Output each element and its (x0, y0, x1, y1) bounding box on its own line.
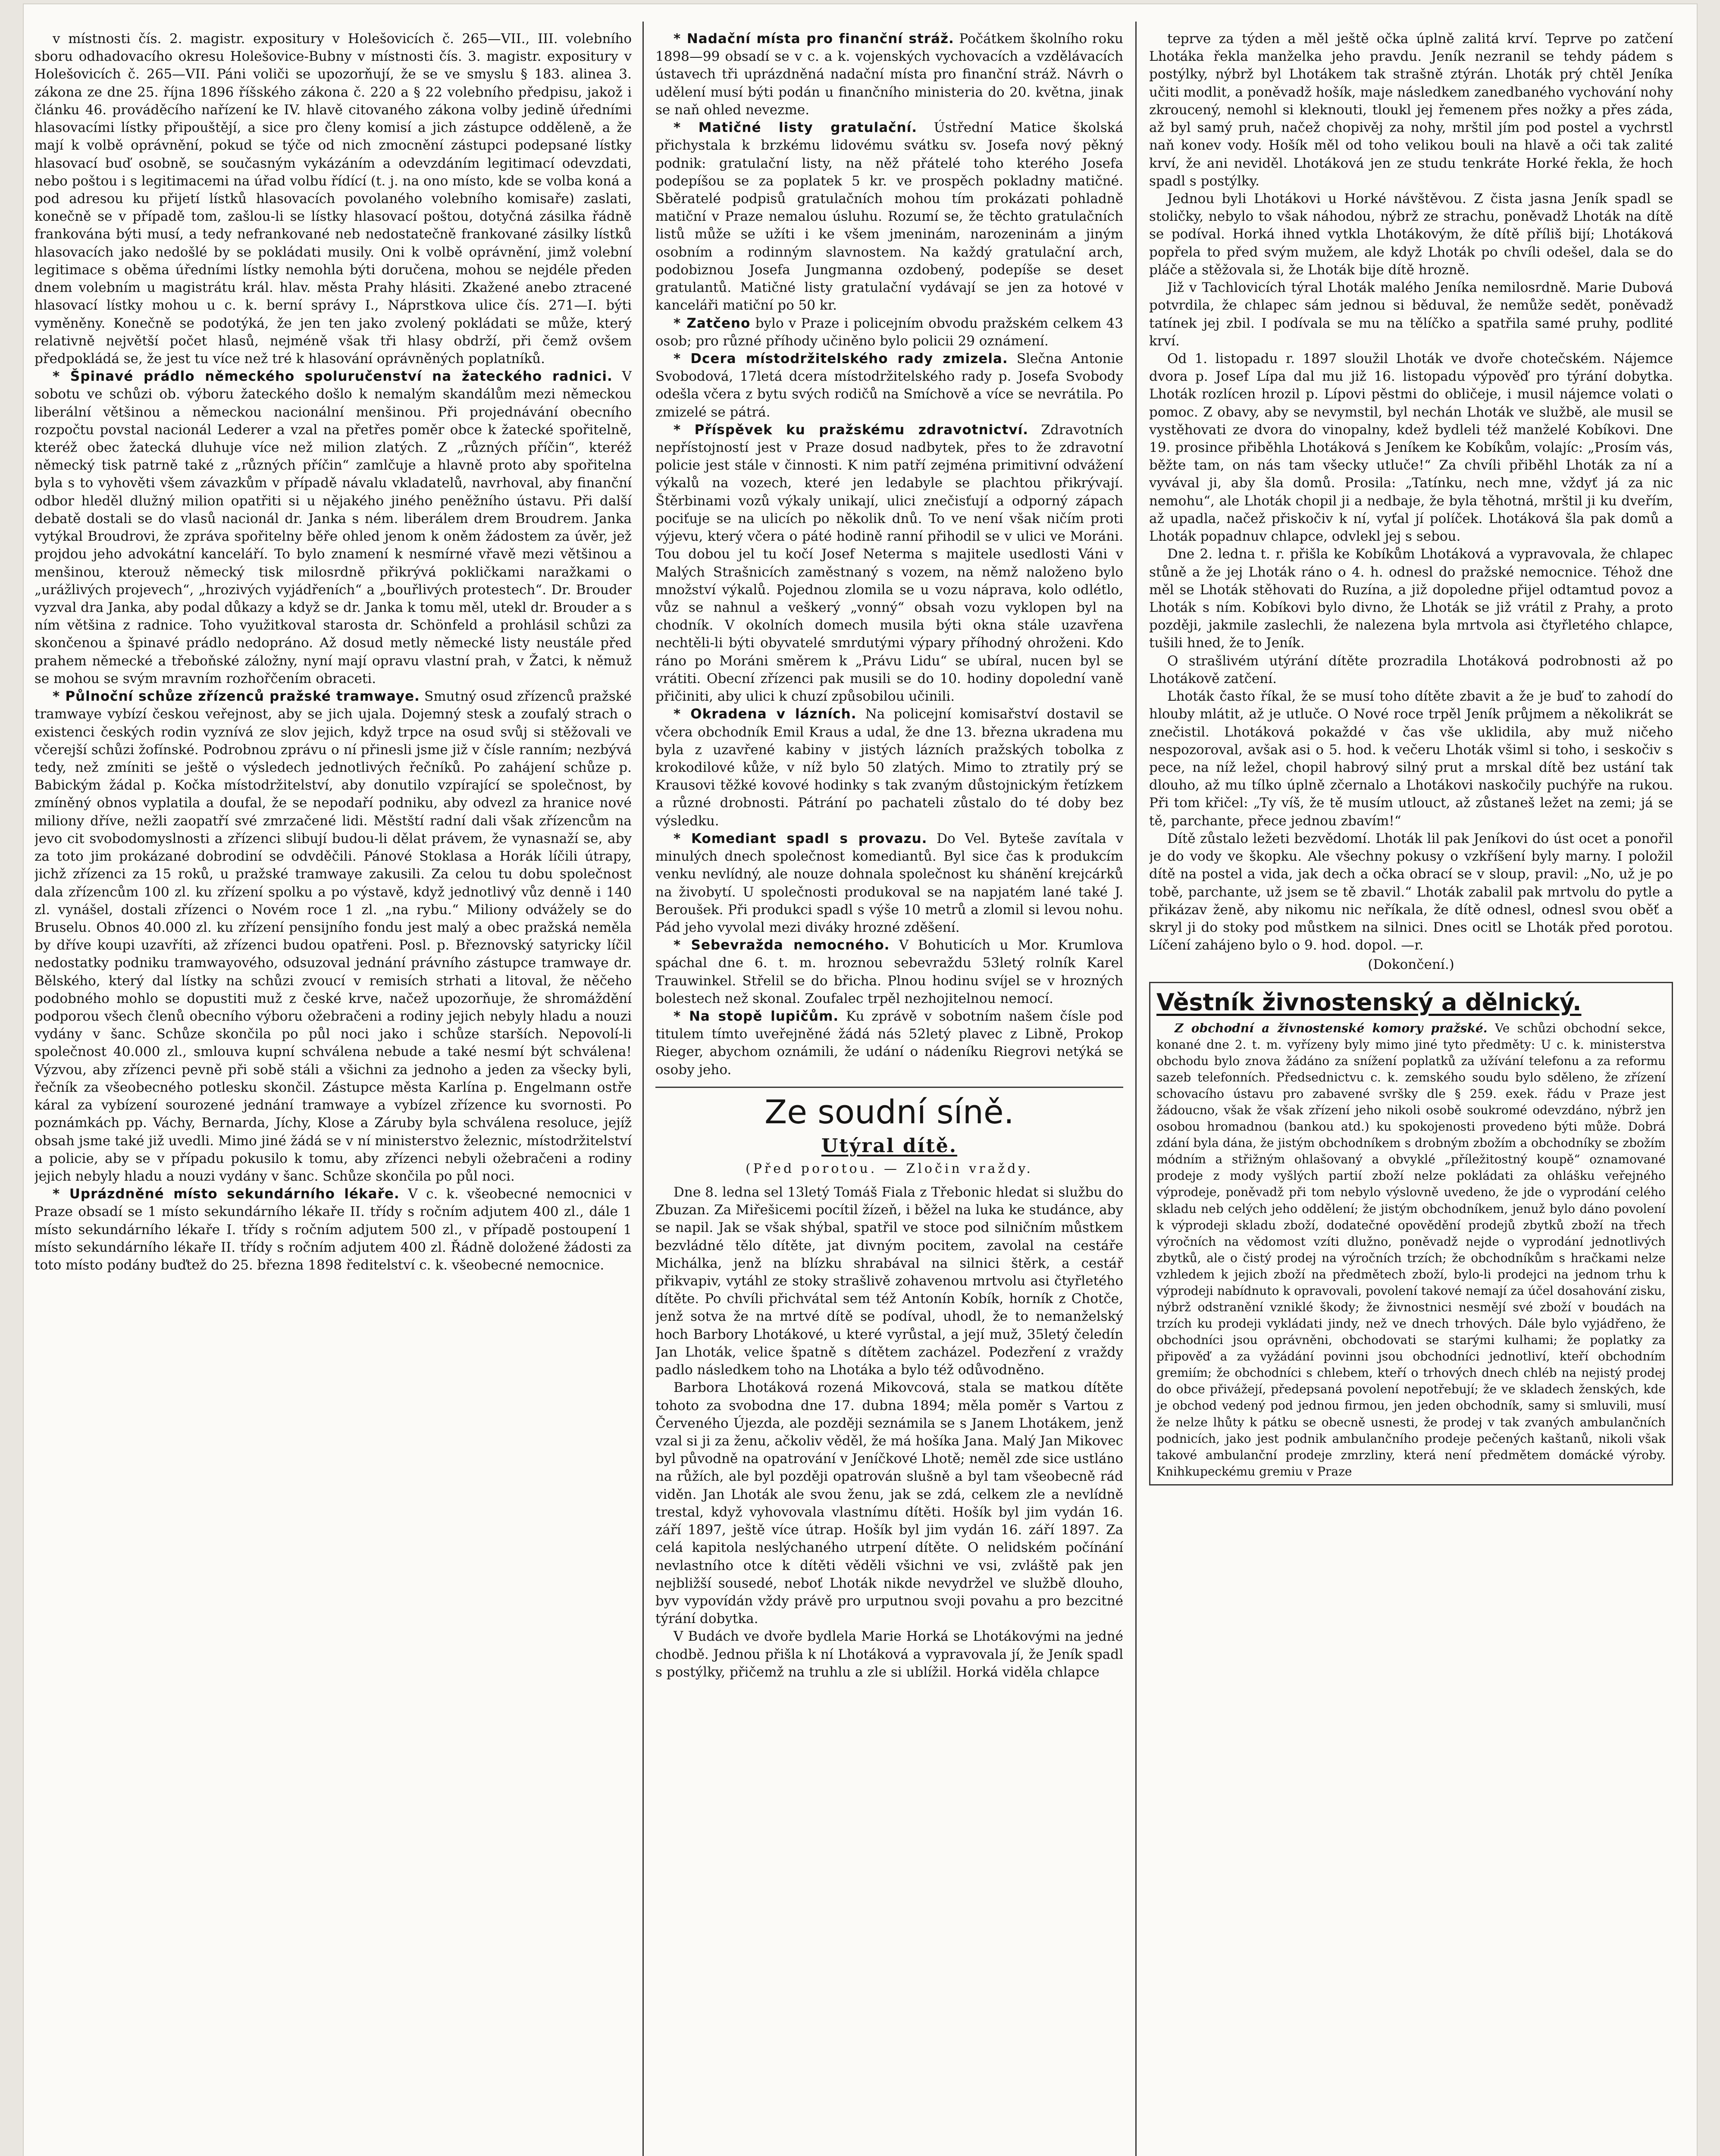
court-article-title: Utýral dítě. (821, 1134, 958, 1157)
article-heading: * Uprázdněné místo sekundárního lékaře. (53, 1186, 400, 1202)
article-heading: * Na stopě lupičům. (674, 1009, 839, 1024)
court-paragraph: V Budách ve dvoře bydlela Marie Horká se Lhotákovými na jedné chodbě. Jednou přišla k ní Lhotáková a vypravovala jí, že Jeník spadl s postýlky, přičemž na truhlu a zle si ublížil. Horká viděla chlapce (655, 1629, 1123, 1680)
article-heading: * Matičné listy gratulační. (674, 120, 917, 135)
article (655, 350, 1123, 421)
court-article-tag: (Před porotou. — Zločin vraždy. (746, 1161, 1033, 1177)
court-continuation: Od 1. listopadu r. 1897 sloužil Lhoták ve dvoře chotečském. Nájemce dvora p. Josef Lípa dal mu již 16. listopadu výpověď pro týrání dobytka. Lhoták rozlícen hrozil p. Lípovi pěstmi do obličeje, i musil nájemce volati o pomoc. Z obavy, aby se nevymstil, byl nechán Lhoták ve službě, ale musil se vystěhovati ze dvora do vinopalny, kdež bydleli též manželé Kobíkovi. Dne 19. prosince přiběhla Lhotáková s Jeníkem ke Kobíkům, volajíc: „Prosím vás, běžte tam, on nás tam všecky utluče!“ Za chvíli přiběhl Lhoták za ní a vyvával ji, aby šla domů. Prosila: „Tatínku, nech mne, vždyť já za nic nemohu“, ale Lhoták chopil ji a nedbaje, že byla těhotná, mrštil ji ku dveřím, až upadla, načež přiskočiv k ní, vyťal jí políček. Lhotáková šla pak domů a Lhoták popadnuv chlapce, odvlekl jej s sebou. (1149, 351, 1673, 545)
article-heading: * Špinavé prádlo německého spoluručenství na žateckého radnici. (53, 369, 613, 384)
article (655, 705, 1123, 830)
column-rule-1 (642, 22, 644, 2156)
article (34, 688, 632, 1185)
article-text: Na policejní komisařství dostavil se včera obchodník Emil Kraus a udal, že dne 13. března ukradena mu byla z uzavřené kabiny v jistých lázních pražských tobolka z krokodilové kůže, v níž bylo 50 zlatých. Mimo to ztratily prý se Krausovi těžké kovové hodinky s tak zvaným důstojnickým řetízkem a různé drobnosti. Pátrání po pachateli zůstalo do té doby bez výsledku. (655, 706, 1123, 829)
court-paragraph: Dne 8. ledna sel 13letý Tomáš Fiala z Třebonic hledat si službu do Zbuzan. Za Miřešicemi pocítil žízeň, i běžel na luka ke studánce, aby se napil. Jak se však shýbal, spatřil ve stoce pod silničním můstkem bezvládné tělo dítěte, jat divným pocitem, zavolal na cestáře Michálka, jenž na blízku shrabával na silnici štěrk, a cestář přikvapiv, vytáhl ze stoky strašlivě zohavenou mrtvolu asi čtyřletého dítěte. Po chvíli přichvátal sem též Antonín Kobík, horník z Chotče, jenž sotva že na mrtvé dítě se podíval, uhodl, že to nemanželský hoch Barbory Lhotákové, u které vyrůstal, a její muž, 35letý čeledín Jan Lhoták, velice špatně s dítětem zacházel. Podezření z vraždy padlo následkem toho na Lhotáka a bylo též odůvodněno. (655, 1184, 1123, 1378)
article (655, 119, 1123, 314)
article-text: V c. k. všeobecné nemocnici v Praze obsadí se 1 místo sekundárního lékaře II. třídy s ročním adjutem 400 zl., dále 1 místo sekundárního lékaře I. třídy s ročním adjutem 500 zl., v případě postoupení 1 místo sekundárního lékaře II. třídy s ročním adjutem 400 zl. Řádně doložené žádosti za toto místo podány buďtež do 25. března 1898 ředitelství c. k. všeobecné nemocnice. (34, 1186, 632, 1273)
court-section-title: Ze soudní síně. (764, 1092, 1014, 1131)
court-continuation: Dne 2. ledna t. r. přišla ke Kobíkům Lhotáková a vypravovala, že chlapec stůně a že jej Lhoták ráno o 4. h. odnesl do pražské nemocnice. Téhož dne měl se Lhoták stěhovati do Ruzína, a již dopoledne přijel odtamtud povoz a Lhoták s ním. Kobíkovi bylo divno, že Lhoták se již vrátil z Prahy, a proto později, jakmile zaslechli, že nalezena byla mrtvola asi čtyřletého chlapce, tušili hned, že to Jeník. (1149, 546, 1673, 651)
article-text: Ku zprávě v sobotním našem čísle pod titulem tímto uveřejněné žádá nás 52letý plavec z Libně, Prokop Rieger, abychom oznámili, že udání o nádeníku Riegrovi netýká se osoby jeho. (655, 1009, 1123, 1078)
court-paragraph: Barbora Lhotáková rozená Mikovcová, stala se matkou dítěte tohoto za svobodna dne 17. dubna 1894; měla poměr s Vartou z Červeného Újezda, ale později seznámila se s Janem Lhotákem, jenž vzal si ji za ženu, ačkoliv věděl, že má hošíka Jana. Malý Jan Mikovec byl původně na opatrování v Jeníčkové Lhotě; neměl zde sice ustláno na růžích, ale byl později opatrován slušně a byl tam všeobecně rád viděn. Jan Lhoták ale svou ženu, jak se zdá, celkem zle a nevlídně trestal, když vyhovovala vlastnímu dítěti. Hošík byl jim vydán 16. září 1897, ještě více útrap. Hošík byl jim vydán 16. září 1897. Za celá kapitola neslýchaného utrpení dítěte. O nelidském počínání nevlastního otce k dítěti věděli všichni ve vsi, zvláště pak jen nejbližší sousedé, neboť Lhoták nikde nevydržel ve službě dlouho, byv vypovídán vždy právě pro urputnou svoji povahu a pro bezcitné týrání dobytka. (655, 1380, 1123, 1627)
court-continuation: O strašlivém utýrání dítěte prozradila Lhotáková podrobnosti až po Lhotákově zatčení. (1149, 653, 1673, 686)
column-1 (34, 30, 632, 2156)
article (655, 30, 1123, 119)
article-heading: * Sebevražda nemocného. (674, 937, 890, 953)
article-heading: * Příspěvek ku pražskému zdravotnictví. (674, 422, 1028, 438)
court-continuation: Dítě zůstalo ležeti bezvědomí. Lhoták lil pak Jeníkovi do úst ocet a ponořil je do vody ve škopku. Ale všechny pokusy o vzkříšení byly marny. I položil dítě na postel a vida, jak dech a očka obrací se v sloup, pravil: „No, už je po tobě, parchante, už jsem se tě zbavil.“ Lhoták zabalil pak mrtvolu do pytle a přikázav ženě, aby nikomu nic neříkala, že dítě odnesl, odnesl svou oběť a skryl ji do stoky pod můstkem na silnici. Dnes ocitl se Lhoták před porotou. Líčení zahájeno bylo o 9. hod. dopol. —r. (1149, 830, 1673, 953)
article-text: Počátkem školního roku 1898—99 obsadí se v c. a k. vojenských vychovacích a vzdělávacích ústavech tři uprázdněná nadační místa pro finanční stráž. Návrh o udělení musí býti podán u finančního ministeria do 20. května, jinak se naň ohled nevezme. (655, 31, 1123, 118)
article (34, 1185, 632, 1274)
article-heading: * Zatčeno (674, 316, 750, 331)
bulletin-body (1156, 1020, 1666, 1480)
article (655, 830, 1123, 937)
article-text: Ústřední Matice školská přichystala k brzkému lidovému svátku sv. Josefa nový pěkný podnik: gratulační listy, na něž přátelé toho kterého Josefa podepíšou se za poplatek 5 kr. ve prospěch pokladny matičné. Sběratelé podpisů gratulačních mohou tím prokázati pohladně matiční v Praze nemalou úsluhu. Rozumí se, že těchto gratulačních listů může se užíti i ke všem jmeninám, narozeninám a jiným osobním a rodinným slavnostem. Na každý gratulační arch, podobiznou Josefa Jungmanna ozdobený, podepíše se deset gratulantů. Matičné listy gratulační vydávají se jen za hotové v kanceláři matiční po 50 kr. (655, 120, 1123, 313)
court-continuation: Jednou byli Lhotákovi u Horké návštěvou. Z čista jasna Jeník spadl se stoličky, nebylo to však náhodou, nýbrž ze strachu, poněvadž Lhoták na dítě se podíval. Horká ihned vytkla Lhotákovým, že dítě příliš bijí; Lhotáková popřela to před svým mužem, ale když Lhoták po chvíli odešel, dala se do pláče a stěžovala si, že Lhoták bije dítě hrozně. (1149, 191, 1673, 278)
article-heading: * Nadační místa pro finanční stráž. (674, 31, 954, 47)
column-3 (1149, 30, 1673, 2156)
court-continuation: Již v Tachlovicích týral Lhoták malého Jeníka nemilosrdně. Marie Dubová potvrdila, že chlapec sám jednou si běduval, že nemůže sedět, poněvadž tatínek jej zbil. I podívala se mu na tělíčko a spatřila samé pruhy, podlité krví. (1149, 280, 1673, 349)
article (655, 421, 1123, 706)
article-heading: * Okradena v lázních. (674, 706, 857, 722)
article-text: Slečna Antonie Svobodová, 17letá dcera místodržitelského rady p. Josefa Svobody odešla včera z bytu svých rodičů na Smíchově a více se nevrátila. Po zmizelé se pátrá. (655, 351, 1123, 420)
article-text: Do Vel. Byteše zavítala v minulých dnech společnost komediantů. Byl sice čas k produkcím venku nevlídný, ale nouze dohnala společnost ku shánění krejcárků na živobytí. U společnosti produkoval se na napjatém lané také J. Beroušek. Při produkci spadl s výše 10 metrů a zlomil si levou nohu. Pád jeho vyvolal mezi diváky hrozné zděšení. (655, 830, 1123, 935)
bulletin-box (1149, 982, 1673, 1485)
newspaper-page (24, 4, 1697, 2156)
bulletin-text: Ve schůzi obchodní sekce, konané dne 2. t. m. vyřízeny byly mimo jiné tyto předměty: U c. k. ministerstva obchodu bylo znova žádáno za snížení poplatků za užívání telefonu a za reformu sazeb telefonních. Předsednictvu c. k. zemského soudu bylo sděleno, že zřízení schovacího ústavu pro zabavené svršky dle § 259. exek. řádu v Praze jest žádoucno, však že však zřízení jeho nikoli osobě soukromé odevzdáno, nýbrž jen osobou hromadnou (bankou atd.) ku spokojenosti provedeno býti může. Dobrá zdání byla dána, že jistým obchodníkem s drobným zbožím a obchodníky se zbožím módním a střižným ohlašovaný a obvyklé „příležitostný koupě“ oznamované prodeje z mody vyšlých partií zboží nelze pokládati za ohlášku veřejného výprodeje, poněvadž při tom nebylo výslovně uvedeno, že jde o vyprodání celého skladu neb celých jeho oddělení; že jistým obchodníkem, jenuž bylo dáno povolení k výprodeji skladu zboží, dodatečné opovědění prodejů zbytků zboží na třech výročních na vědomost vzíti dlužno, poněvadž nejde o vyprodání jednotlivých zbytků, ale o čistý prodej na výročních trzích; že obchodníkům s hračkami nelze vzhledem k jejich zboží na předmětech zboží, bylo-li prodejci na jednom trhu k výprodeji nabídnuto k opravovali, povolení takové nemají za účel dosahování zisku, nýbrž odstranění vzniklé škody; že živnostnici nesmějí své zboží v boudách na trzích ku prodeji vykládati jindy, než ve dnech trhových. Dále bylo vyjádřeno, že obchodníci jsou oprávněni, obchodovati se starými kulhami; že poplatky za připověď a za vyžádání povinni jsou obchodníci jednotliví, kteří obchodním gremiím; že obchodníci s chlebem, kteří o trhových dnech chléb na nejistý prodej do obce přivážejí, předepsaná povolení nepotřebují; že ve skladech ženských, kde je obchod vedený pod jednou firmou, jen jeden obchodník, samy si smluvili, musí že nelze lhůty k pátku se obecně usnesti, že prodej v tak zvaných ambulančních podnicích, jako jest podnik ambulančního prodeje pečených kaštanů, nikoli však takové ambulanční prodeje zmrzliny, která není předmětem domácké výroby. Knihkupeckému gremiu v Praze (1156, 1021, 1666, 1479)
column-2 (655, 30, 1123, 2156)
article (34, 368, 632, 688)
section-rule (655, 1087, 1123, 1088)
article-text: V Bohuticích u Mor. Krumlova spáchal dne 6. t. m. hroznou sebevraždu 53letý rolník Karel Trauwinkel. Střelil se do břicha. Plnou hodinu svíjel se v hrozných bolestech než skonal. Zoufalec trpěl nezhojitelnou nemocí. (655, 937, 1123, 1006)
court-continuation: teprve za týden a měl ještě očka úplně zalitá krví. Teprve po zatčení Lhotáka řekla manželka jeho pravdu. Jeník nezranil se tehdy pádem s postýlky, nýbrž byl Lhotákem tak strašně ztýrán. Lhoták prý chtěl Jeníka učiti modlit, a poněvadž hošík, maje následkem zanedbaného vychování nohy zkroucený, nemohl si kleknouti, tloukl jej řemenem přes nožky a přes záda, až byl samý pruh, načež chopivěj za nohy, mrštil jím pod postel a vychrstl naň konev vody. Hošík měl od toho velikou bouli na hlavě a oči tak zalité krví, že ani neviděl. Lhotáková jen ze studu tenkráte Horké řekla, že hoch spadl s postýlky. (1149, 31, 1673, 189)
election-notice: v místnosti čís. 2. magistr. expositury v Holešovicích č. 265—VII., III. volebního sboru odhadovacího okresu Holešovice-Bubny v místnosti čís. 3. magistr. expositury v Holešovicích č. 265—VII. Páni voliči se upozorňují, že se ve smyslu § 183. alinea 3. zákona ze dne 25. října 1896 říšského zákona č. 220 a § 22 volebního předpisu, jakož i článku 46. prováděcího nařízení ke IV. hlavě citovaného zákona volby jedině úředními hlasovacími lístky připouštějí, a sice pro členy komisí a jich zástupce odděleně, a že mají k volbě oprávnění, pokud se týče od nich zmocnění zástupci podepsané lístky hlasovací buď osobně, se současným vykázáním a odevzdáním legitimací odevzdati, nebo poštou i s legitimacemi na úřad volbu řídící (t. j. na ono místo, kde se volba koná a pod adresou ku přijetí lístků hlasovacích povolaného volebního komisaře) zaslati, konečně se v případě tom, zašlou-li se lístky hlasovací poštou, dotyčná zásilka řádně frankována býti musí, a tedy nefrankované neb nedostatečně frankované zásilky lístků hlasovacích jako nedošlé by se pokládati musily. Oni k volbě oprávnění, jimž volební legitimace s oběma úředními lístky nemohla býti doručena, mohou se nejdéle předen dnem volebním u magistrátu král. hlav. města Prahy hlásiti. Zkažené anebo ztracené hlasovací lístky mohou u c. k. berní správy I., Náprstkova ulice čís. 271—I. býti vyměněny. Konečně se podotýká, že jen ten jako zvolený pokládati se může, který relativně největší počet hlasů, nejméně však tři hlasy obdrží, při čemž ovšem předpokládá se, že jest tu více než tré k hlasování oprávněných poplatníků. (34, 31, 632, 367)
continued-note: (Dokončení.) (1368, 957, 1454, 973)
article-text: V sobotu ve schůzi ob. výboru žateckého došlo k nemalým skandálům mezi německou liberální většinou a německou nacionální menšinou. Při projednávání obecního rozpočtu povstal nacionál Lederer a vzal na přetřes poměr obce k žatecké spořitelně, kteréž obec žatecká dluhuje více než milion zlatých. Z „různých příčin“, kteréž německý tisk patrně také z „různých příčin“ zamlčuje a hlavně proto aby spořitelna byla s to vyhověti všem závazkům v případě návalu vkladatelů, navrhoval, aby finanční odbor hleděl dlužný milion opatřiti si u nějakého jiného peněžního ústavu. Při další debatě dostali se do vlasů nacionál dr. Janka s ném. liberálem drem Broudrem. Janka vytýkal Broudrovi, že zpráva spořitelny běře ohled jenom k oněm žádostem za úvěr, jež projdou jeho advokátní kanceláří. To bylo znamení k nesmírné vřavě mezi většinou a menšinou, kterouž německý tisk milosrdně přikrývá pokličkami naražkami o „urážlivých projevech“, „hrozivých vyjádřeních“ a „bouřlivých protestech“. Dr. Brouder vyzval dra Janka, aby podal důkazy a když se dr. Janka k tomu měl, utekl dr. Brouder a s ním většina z radnice. Toho využitkoval starosta dr. Schönfeld a prohlásil schůzi za skončenou a špinavé prádlo nedopráno. Až dosud metly německé listy neustále před prahem německé a třeboňské záložny, nyní mají opravu vlastní prah, v Žatci, k němuž se mohou se svým mravním rozhořčením obraceti. (34, 369, 632, 686)
court-continuation: Lhoták často říkal, že se musí toho dítěte zbavit a že je buď to zahodí do hlouby mlátit, až je utluče. O Nové roce trpěl Jeník průjmem a několikrát se znečistil. Lhotáková pokaždé v čas vše uklidila, aby muž ničeho nespozoroval, avšak asi o 5. hod. k večeru Lhoták všiml si toho, i seskočiv s pece, na níž ležel, chopil habrový silný prut a mrskal dítě bez ustání tak dlouho, až mu tílko úplně zčernalo a Lhotákovi naskočily puchýře na rukou. Při tom křičel: „Ty víš, že tě musím utlouct, až zůstaneš ležet na zemi; já se tě, parchante, přece jednou zbavím!“ (1149, 689, 1673, 829)
bulletin-lead: Z obchodní a živnostenské komory pražské. (1175, 1021, 1488, 1035)
article-text: Smutný osud zřízenců pražské tramwaye vybízí českou veřejnost, aby se jich ujala. Dojemný stesk a zoufalý strach o existenci českých rodin vyznívá ze slov jejich, když trpce na osud svůj si stěžovali ve včerejší schůzi žofínské. Podrobnou zprávu o ní přinesli jsme již v čísle ranním; nezbývá tedy, než zmíniti se ještě o výsledech jednotlivých řečníků. Po zahájení schůze p. Babickým žádal p. Kočka místodržitelství, aby donutilo vzpírající se společnost, by zmíněný obnos vyplatila a doufal, že se nepodaří podniku, aby odvezl za hranice nové miliony dříve, nežli zaopatří své zmrzačené lidi. Městští radní dali však zřízencům na jevo cit svobodomyslnosti a zřízenci slibují budou-li dělat právem, že vynasnaží se, aby za toto jim prokázané dobrodiní se odvděčili. Pánové Stoklasa a Horák líčili útrapy, jichž zřízenci za 15 roků, u pražské tramwaye zakusili. Za celou tu dobu společnost dala zřízencům 100 zl. ku zřízení spolku a po výstavě, když jednotlivý vůz denně i 140 zl. vynášel, dostali zřízenci o Novém roce 1 zl. „na rybu.“ Miliony odvážely se do Bruselu. Obnos 40.000 zl. ku zřízení pensijního fondu jest malý a obec pražská neměla by dříve koupi uzavříti, až zřízenci budou opatřeni. Posl. p. Březnovský satyricky líčil nedostatky podniku tramwayového, odsuzoval jednání právního zástupce tramwaye dr. Bělského, který dal lístky na schůzi zvoucí v remisích strhati a litoval, že něčeho podobného mohlo se dopustiti muž z české krve, načež upozorňuje, že shromáždění podporou všech členů obecního výboru ožebračeni a rodiny jejich nebyly hladu a nouzi vydány v šanc. Schůze skončila po půl noci jako i schůze starších. Nepovolí-li společnost 40.000 zl., smlouva kupní schválena nebude a také nesmí být schválena! Výzvou, aby zřízenci pevně při sobě stáli a všichni za jednoho a jeden za všecky byli, řečník za všeobecného potlesku skončil. Zástupce města Karlína p. Engelmann ostře káral za vybízení sourozené jednání tramwaye a vybízel zřízence ku svornosti. Po poznámkách pp. Váchy, Bernarda, Jíchy, Klose a Záruby byla schválena resoluce, jejíž obsah jsme také již uvedli. Mimo jiné žádá se v ní ministerstvo železnic, místodržitelství a policie, aby se v případu pokusilo k tomu, aby zřízenci nebyli ožebračeni a rodiny jejich nebyly hladu a nouzi vydány v šanc. Schůze skončila po půl noci. (34, 689, 632, 1184)
column-rule-2 (1135, 22, 1137, 2156)
article-text: bylo v Praze i policejním obvodu pražském celkem 43 osob; pro různé příhody učiněno bylo policii 29 oznámení. (655, 315, 1123, 349)
bulletin-title: Věstník živnostenský a dělnický. (1156, 988, 1582, 1016)
article (655, 315, 1123, 350)
article-heading: * Půlnoční schůze zřízenců pražské tramwaye. (53, 689, 420, 704)
article-heading: * Komediant spadl s provazu. (674, 831, 927, 846)
article (655, 937, 1123, 1008)
article (655, 1008, 1123, 1079)
article-heading: * Dcera místodržitelského rady zmizela. (674, 351, 1008, 367)
article-text: Zdravotních nepřístojností jest v Praze dosud nadbytek, přes to že zdravotní policie jest stále v činnosti. K nim patří zejména primitivní odvážení výkalů na vozech, které jen ledabyle se plachtou přikrývají. Štěrbinami vozů výkaly unikají, ulici znečisťují a odporný zápach pociťuje se na ulicích po několik dnů. To ve není však ničím proti výjevu, který včera o páté hodině ranní přihodil se v ulici ve Moráni. Tou dobou jel tu kočí Josef Neterma s majitele usedlosti Váni v Malých Strašnicích zaměstnaný s vozem, na němž naloženo bylo množství výkalů. Pojednou zlomila se u vozu náprava, kolo odlétlo, vůz se nahnul a veškerý „vonný“ obsah vozu vyklopen byl na chodník. V okolních domech musila býti okna stále uzavřena nechtěli-li býti obyvatelé smrdutými výpary příhodný ohroženi. Kdo ráno po Moráni směrem k „Právu Lidu“ se ubíral, nucen byl se vrátiti. Obecní zřízenci pak musili se do 10. hodiny dopolední vaně přičiniti, aby ulici k chuzí způsobilou učinili. (655, 422, 1123, 705)
